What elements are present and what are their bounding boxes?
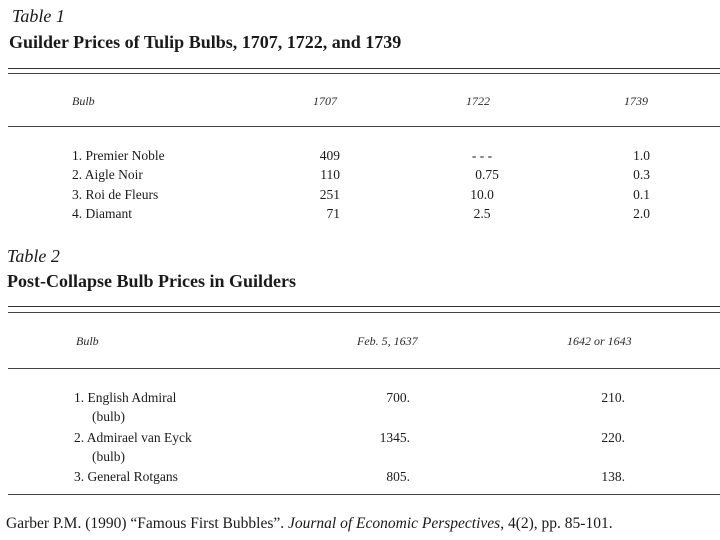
table1-top-rule [8, 68, 720, 69]
citation [6, 515, 613, 533]
table1-cell-1707: 251 [319, 187, 340, 202]
table2-header-1642: 1642 or 1643 [567, 334, 632, 348]
table1-cell-1739: 1.0 [633, 148, 650, 163]
table2-cell-bulb: 1. English Admiral [74, 390, 177, 405]
table2-top-rule-2 [8, 312, 720, 313]
table1-header-1722: 1722 [466, 94, 490, 108]
table2-cell-1637: 1345. [379, 430, 410, 445]
table1-cell-1722: - - - [471, 148, 493, 163]
citation-suffix: , 4(2), pp. 85-101. [500, 515, 613, 532]
table2-cell-1642: 210. [601, 390, 625, 405]
table2-label: Table 2 [7, 246, 60, 266]
table2-cell-1642: 220. [601, 430, 625, 445]
table1-cell-1722: 2.5 [473, 206, 491, 221]
table1-cell-1722: 10.0 [470, 187, 494, 202]
table1-cell-1707: 110 [320, 167, 340, 182]
table1-cell-1739: 0.3 [633, 167, 650, 182]
table1-header-1707: 1707 [313, 94, 337, 108]
table2-cell-bulb-sub: (bulb) [92, 449, 125, 464]
table2-cell-bulb-sub: (bulb) [92, 409, 125, 424]
table2-bottom-rule [8, 494, 720, 495]
table1-cell-1707: 71 [326, 206, 340, 221]
table1-header-rule [8, 126, 720, 127]
table1-cell-bulb: 4. Diamant [72, 206, 132, 221]
table2-top-rule [8, 306, 720, 307]
table2-header-1637: Feb. 5, 1637 [357, 334, 418, 348]
table2-cell-bulb: 3. General Rotgans [74, 469, 178, 484]
table2-cell-1642: 138. [601, 469, 625, 484]
table1-cell-1739: 0.1 [633, 187, 650, 202]
citation-journal: Journal of Economic Perspectives [288, 515, 501, 532]
table1-top-rule-2 [8, 73, 720, 74]
table1-cell-bulb: 2. Aigle Noir [72, 167, 143, 182]
table1-cell-1707: 409 [319, 148, 340, 163]
table1-cell-1739: 2.0 [633, 206, 650, 221]
table2-cell-bulb: 2. Admirael van Eyck [74, 430, 192, 445]
table1-cell-bulb: 1. Premier Noble [72, 148, 165, 163]
table1-label: Table 1 [12, 6, 65, 26]
table2-header-rule [8, 368, 720, 369]
table2-cell-1637: 700. [386, 390, 410, 405]
table1-cell-1722: 0.75 [475, 167, 499, 182]
table2-cell-1637: 805. [386, 469, 410, 484]
table1-header-bulb: Bulb [72, 94, 95, 108]
citation-prefix: Garber P.M. (1990) “Famous First Bubbles”. [6, 515, 288, 532]
table1-title: Guilder Prices of Tulip Bulbs, 1707, 1722, and 1739 [9, 32, 402, 52]
table2-header-bulb: Bulb [76, 334, 99, 348]
table2-title: Post-Collapse Bulb Prices in Guilders [7, 271, 297, 291]
table1-header-1739: 1739 [624, 94, 648, 108]
table1-cell-bulb: 3. Roi de Fleurs [72, 187, 159, 202]
